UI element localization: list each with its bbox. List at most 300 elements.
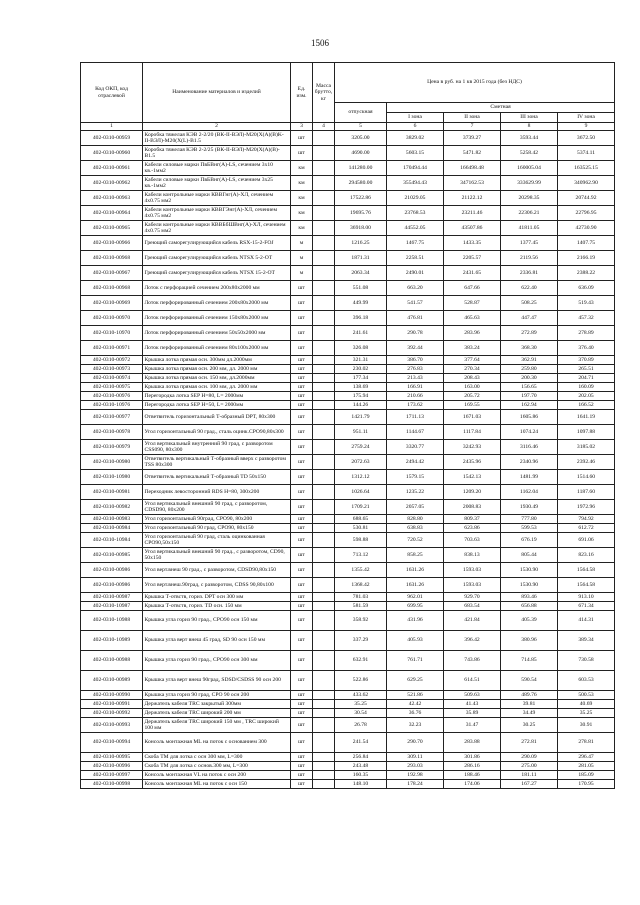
cell-p2: 1144.67 — [387, 425, 444, 440]
cell-code: 402-0310-00964 — [81, 206, 143, 221]
header-zone2: II зона — [444, 113, 501, 123]
cell-mass — [313, 515, 335, 524]
cell-code: 402-0310-10976 — [81, 401, 143, 410]
cell-mass — [313, 131, 335, 146]
cell-p5: 500.53 — [558, 691, 615, 700]
cell-name: Крышка угла гориз 90 град., CPO90 осн 150 мм — [143, 611, 291, 631]
cell-mass — [313, 524, 335, 533]
cell-unit: шт — [291, 700, 313, 709]
cell-name: Консоль монтажная VL на поток с осн 200 — [143, 771, 291, 780]
table-row — [81, 281, 615, 296]
cell-p5: 2166.19 — [558, 251, 615, 266]
table-row — [81, 762, 615, 771]
cell-unit: шт — [291, 356, 313, 365]
column-index: 9 — [558, 123, 615, 131]
cell-code: 402-0310-00992 — [81, 709, 143, 718]
cell-p2: 2057.05 — [387, 500, 444, 515]
column-index: 4 — [313, 123, 335, 131]
cell-p3: 2431.65 — [444, 266, 501, 281]
cell-mass — [313, 733, 335, 753]
cell-p1: 294580.00 — [335, 176, 387, 191]
cell-p2: 23768.53 — [387, 206, 444, 221]
cell-code: 402-0310-00963 — [81, 191, 143, 206]
cell-name: Угол горизонтальный 90 град, сталь оцинкованная CPO90,50х150 — [143, 533, 291, 548]
table-row — [81, 691, 615, 700]
table-row — [81, 500, 615, 515]
cell-name: Консоль монтажная ML на поток с основанием 300 — [143, 733, 291, 753]
cell-p1: 713.12 — [335, 548, 387, 563]
table-row — [81, 524, 615, 533]
cell-p4: 160005.04 — [501, 161, 558, 176]
cell-mass — [313, 146, 335, 161]
cell-p2: 1711.13 — [387, 410, 444, 425]
cell-p3: 208.43 — [444, 374, 501, 383]
cell-p1: 598.88 — [335, 533, 387, 548]
cell-mass — [313, 191, 335, 206]
table-row — [81, 578, 615, 593]
cell-p4: 1481.99 — [501, 470, 558, 485]
cell-p4: 290.09 — [501, 753, 558, 762]
cell-p3: 929.70 — [444, 593, 501, 602]
cell-p2: 32.23 — [387, 718, 444, 733]
cell-p3: 301.86 — [444, 753, 501, 762]
table-row — [81, 515, 615, 524]
cell-mass — [313, 251, 335, 266]
cell-p4: 41811.05 — [501, 221, 558, 236]
cell-p5: 296.47 — [558, 753, 615, 762]
cell-p2: 2494.42 — [387, 455, 444, 470]
cell-name: Крышка угла гориз 90 град, CPO 90 осн 200 — [143, 691, 291, 700]
cell-p1: 1709.21 — [335, 500, 387, 515]
cell-unit: шт — [291, 296, 313, 311]
cell-mass — [313, 281, 335, 296]
cell-code: 402-0310-00989 — [81, 671, 143, 691]
table-row — [81, 311, 615, 326]
cell-name: Лоток с перфорацией сечением 200х80х2000 мм — [143, 281, 291, 296]
cell-p2: 355494.43 — [387, 176, 444, 191]
cell-code: 402-0310-10988 — [81, 611, 143, 631]
cell-p4: 156.65 — [501, 383, 558, 392]
cell-p5: 20744.92 — [558, 191, 615, 206]
cell-p1: 17522.86 — [335, 191, 387, 206]
cell-p5: 278.81 — [558, 733, 615, 753]
cell-code: 402-0310-00974 — [81, 374, 143, 383]
cell-p5: 1097.88 — [558, 425, 615, 440]
cell-p4: 1162.04 — [501, 485, 558, 500]
table-row — [81, 365, 615, 374]
cell-p4: 1530.90 — [501, 578, 558, 593]
table-row — [81, 780, 615, 789]
cell-p4: 197.70 — [501, 392, 558, 401]
cell-name: Крышка угла верт внеш 90град, SDSD/CSDSS 90 осн 200 — [143, 671, 291, 691]
cell-p2: 663.20 — [387, 281, 444, 296]
cell-unit: км — [291, 221, 313, 236]
table-row — [81, 455, 615, 470]
cell-p5: 603.53 — [558, 671, 615, 691]
cell-p2: 213.43 — [387, 374, 444, 383]
cell-name: Угол горизонтальный 90 град., сталь оцинк.CPO90,80х300 — [143, 425, 291, 440]
cell-p1: 35.25 — [335, 700, 387, 709]
cell-p1: 688.65 — [335, 515, 387, 524]
cell-name: Крышка угла верт внеш 45 град, SD 90 осн 150 мм — [143, 631, 291, 651]
cell-p3: 1593.03 — [444, 563, 501, 578]
cell-name: Ответвитель вертикальный Т-образный TD 50х150 — [143, 470, 291, 485]
cell-p5: 3672.50 — [558, 131, 615, 146]
cell-p3: 43507.86 — [444, 221, 501, 236]
column-index-row — [81, 123, 615, 131]
cell-p1: 138.69 — [335, 383, 387, 392]
table-row — [81, 671, 615, 691]
cell-p1: 2759.24 — [335, 440, 387, 455]
cell-p5: 691.06 — [558, 533, 615, 548]
cell-p3: 23211.46 — [444, 206, 501, 221]
cell-unit: шт — [291, 578, 313, 593]
cell-code: 402-0310-10980 — [81, 470, 143, 485]
cell-p2: 276.83 — [387, 365, 444, 374]
cell-mass — [313, 485, 335, 500]
cell-p2: 178.24 — [387, 780, 444, 789]
header-zone4: IV зона — [558, 113, 615, 123]
cell-p4: 368.30 — [501, 341, 558, 356]
cell-name: Угол верт.внеш 90 град., с разворотом, CDSD90,80х150 — [143, 563, 291, 578]
table-row — [81, 131, 615, 146]
cell-p1: 144.26 — [335, 401, 387, 410]
cell-mass — [313, 341, 335, 356]
cell-p5: 389.34 — [558, 631, 615, 651]
cell-unit: шт — [291, 533, 313, 548]
cell-p1: 1421.79 — [335, 410, 387, 425]
cell-p5: 42730.90 — [558, 221, 615, 236]
table-row — [81, 440, 615, 455]
cell-mass — [313, 602, 335, 611]
cell-name: Ответвитель вертикальный Т-образный вверх с разворотом TSS 80х300 — [143, 455, 291, 470]
cell-p4: 3116.46 — [501, 440, 558, 455]
cell-unit: шт — [291, 311, 313, 326]
table-row — [81, 296, 615, 311]
cell-unit: шт — [291, 563, 313, 578]
cell-p1: 551.08 — [335, 281, 387, 296]
cell-p4: 656.88 — [501, 602, 558, 611]
cell-p5: 163525.15 — [558, 161, 615, 176]
cell-p5: 5374.11 — [558, 146, 615, 161]
column-index: 3 — [291, 123, 313, 131]
cell-mass — [313, 780, 335, 789]
cell-unit: м — [291, 266, 313, 281]
cell-p1: 1026.64 — [335, 485, 387, 500]
cell-p3: 283.88 — [444, 733, 501, 753]
cell-name: Греющий саморегулирующийся кабель NTSX 15-2-OT — [143, 266, 291, 281]
cell-p4: 333629.99 — [501, 176, 558, 191]
cell-name: Кабели силовые марки ПвБВнг(А)-LS, сечением 3х25 кв.-1мм2 — [143, 176, 291, 191]
cell-mass — [313, 762, 335, 771]
cell-p4: 34.49 — [501, 709, 558, 718]
cell-p2: 192.98 — [387, 771, 444, 780]
cell-code: 402-0310-00993 — [81, 718, 143, 733]
cell-p1: 36918.00 — [335, 221, 387, 236]
cell-mass — [313, 221, 335, 236]
cell-name: Лоток перфорированный сечением 80х100х2000 мм — [143, 341, 291, 356]
header-name: Наименование материалов и изделий — [143, 63, 291, 123]
cell-unit: шт — [291, 733, 313, 753]
cell-code: 402-0310-00985 — [81, 548, 143, 563]
header-zone3: III зона — [501, 113, 558, 123]
cell-p5: 519.43 — [558, 296, 615, 311]
cell-name: Коробка тяжелая КЭВ 2-2/20 (ВК-II-ВЭЛ)-M20(X(A)(B)K-II-ВЭЛ)-M20(X(L)-B1.5 — [143, 131, 291, 146]
cell-p3: 205.72 — [444, 392, 501, 401]
cell-p2: 290.70 — [387, 733, 444, 753]
cell-p1: 2063.34 — [335, 266, 387, 281]
cell-p3: 286.16 — [444, 762, 501, 771]
table-row — [81, 718, 615, 733]
cell-mass — [313, 374, 335, 383]
cell-unit: шт — [291, 602, 313, 611]
cell-mass — [313, 691, 335, 700]
cell-mass — [313, 718, 335, 733]
cell-p4: 714.85 — [501, 651, 558, 671]
cell-p1: 1871.31 — [335, 251, 387, 266]
cell-mass — [313, 365, 335, 374]
table-row — [81, 161, 615, 176]
cell-name: Крышка лотка прямая осн. 300мм дл.2000мм — [143, 356, 291, 365]
cell-p4: 893.46 — [501, 593, 558, 602]
cell-mass — [313, 671, 335, 691]
table-row — [81, 410, 615, 425]
cell-name: Лоток перфорированный сечением 50х50х2000 мм — [143, 326, 291, 341]
cell-p1: 26.78 — [335, 718, 387, 733]
cell-name: Угол вертикальный внешний 90 град, с разворотом, CDSD90, 80х200 — [143, 500, 291, 515]
cell-p3: 2008.83 — [444, 500, 501, 515]
cell-p2: 166.91 — [387, 383, 444, 392]
cell-p5: 823.16 — [558, 548, 615, 563]
cell-name: Угол верт.внеш.90град, с разворотом, CDSS 90,80х100 — [143, 578, 291, 593]
cell-p3: 383.24 — [444, 341, 501, 356]
cell-mass — [313, 651, 335, 671]
cell-p1: 30.54 — [335, 709, 387, 718]
cell-p4: 805.44 — [501, 548, 558, 563]
cell-p2: 36.76 — [387, 709, 444, 718]
cell-code: 402-0310-00967 — [81, 266, 143, 281]
header-code: Код ОКП, код отраслевой — [81, 63, 143, 123]
cell-p1: 632.91 — [335, 651, 387, 671]
cell-code: 402-0310-00984 — [81, 524, 143, 533]
cell-name: Угол горизонтальный 90град, CPO90, 80х200 — [143, 515, 291, 524]
table-row — [81, 221, 615, 236]
cell-p5: 30.91 — [558, 718, 615, 733]
cell-name: Крышка лотка прямая осн. 100 мм, дл. 2000 мм — [143, 383, 291, 392]
cell-p1: 3205.00 — [335, 131, 387, 146]
cell-name: Держатель кабеля TRC широкий 200 мм — [143, 709, 291, 718]
cell-p3: 1593.03 — [444, 578, 501, 593]
table-row — [81, 374, 615, 383]
cell-p4: 200.30 — [501, 374, 558, 383]
cell-name: Скоба TM для лотка с основ.300 мм, L=300 — [143, 762, 291, 771]
table-row — [81, 631, 615, 651]
cell-p4: 599.53 — [501, 524, 558, 533]
cell-name: Кабели контрольные марки КВВГнг(А)-ХЛ, сечением 4х0.75 мм2 — [143, 191, 291, 206]
cell-mass — [313, 356, 335, 365]
cell-p4: 777.80 — [501, 515, 558, 524]
cell-p2: 170494.44 — [387, 161, 444, 176]
cell-unit: шт — [291, 392, 313, 401]
cell-code: 402-0310-00996 — [81, 762, 143, 771]
table-row — [81, 771, 615, 780]
cell-unit: м — [291, 251, 313, 266]
table-row — [81, 392, 615, 401]
cell-name: Угол вертикальный внутренний 90 град, с разворотом CSS090, 80х300 — [143, 440, 291, 455]
cell-p5: 612.72 — [558, 524, 615, 533]
cell-p2: 405.93 — [387, 631, 444, 651]
cell-p5: 281.05 — [558, 762, 615, 771]
cell-unit: шт — [291, 524, 313, 533]
cell-p4: 447.47 — [501, 311, 558, 326]
cell-p3: 174.06 — [444, 780, 501, 789]
cell-p3: 2435.96 — [444, 455, 501, 470]
cell-p1: 358.92 — [335, 611, 387, 631]
table-row — [81, 709, 615, 718]
cell-p2: 720.52 — [387, 533, 444, 548]
cell-code: 402-0310-00991 — [81, 700, 143, 709]
cell-p4: 622.40 — [501, 281, 558, 296]
cell-p2: 858.25 — [387, 548, 444, 563]
cell-unit: шт — [291, 691, 313, 700]
cell-code: 402-0310-00965 — [81, 221, 143, 236]
cell-p4: 1530.90 — [501, 563, 558, 578]
header-zone1: I зона — [387, 113, 444, 123]
cell-p3: 809.37 — [444, 515, 501, 524]
header-mass: Масса брутто, кг — [313, 63, 335, 123]
cell-code: 402-0310-10989 — [81, 631, 143, 651]
cell-mass — [313, 533, 335, 548]
cell-p2: 476.81 — [387, 311, 444, 326]
cell-p3: 421.84 — [444, 611, 501, 631]
cell-unit: шт — [291, 762, 313, 771]
column-index: 2 — [143, 123, 291, 131]
cell-p4: 181.11 — [501, 771, 558, 780]
cell-p2: 21029.05 — [387, 191, 444, 206]
cell-p5: 1514.60 — [558, 470, 615, 485]
cell-unit: шт — [291, 718, 313, 733]
cell-p2: 828.80 — [387, 515, 444, 524]
cell-mass — [313, 753, 335, 762]
cell-name: Кабели контрольные марки КВВГЭнг(А)-ХЛ, сечением 4х0.75 мм2 — [143, 206, 291, 221]
cell-p3: 396.42 — [444, 631, 501, 651]
cell-code: 402-0310-00972 — [81, 356, 143, 365]
cell-mass — [313, 700, 335, 709]
cell-p2: 293.03 — [387, 762, 444, 771]
cell-mass — [313, 266, 335, 281]
cell-p3: 21122.12 — [444, 191, 501, 206]
cell-name: Ответвитель горизонтальный Т-образный DPT, 80х300 — [143, 410, 291, 425]
header-release: отпускная — [335, 103, 387, 123]
cell-p3: 1209.20 — [444, 485, 501, 500]
cell-p4: 162.94 — [501, 401, 558, 410]
cell-unit: шт — [291, 365, 313, 374]
cell-p1: 530.81 — [335, 524, 387, 533]
table-row — [81, 602, 615, 611]
cell-p1: 2072.63 — [335, 455, 387, 470]
cell-mass — [313, 410, 335, 425]
cell-name: Переходник левосторонний RDS H=80, 300х200 — [143, 485, 291, 500]
cell-code: 402-0310-00961 — [81, 161, 143, 176]
cell-p1: 326.08 — [335, 341, 387, 356]
cell-name: Греющий саморегулирующийся кабель NTSX 5-2-OT — [143, 251, 291, 266]
cell-p4: 2336.81 — [501, 266, 558, 281]
cell-name: Угол вертикальный внешний 90 град., с разворотом, CD90, 50х150 — [143, 548, 291, 563]
cell-p5: 1407.75 — [558, 236, 615, 251]
table-row — [81, 401, 615, 410]
cell-p3: 528.87 — [444, 296, 501, 311]
table-row — [81, 700, 615, 709]
cell-mass — [313, 593, 335, 602]
cell-mass — [313, 311, 335, 326]
cell-p3: 169.55 — [444, 401, 501, 410]
cell-p1: 1368.42 — [335, 578, 387, 593]
cell-p1: 141280.00 — [335, 161, 387, 176]
cell-p3: 377.64 — [444, 356, 501, 365]
table-row — [81, 341, 615, 356]
cell-code: 402-0310-00968 — [81, 281, 143, 296]
cell-p2: 386.70 — [387, 356, 444, 365]
cell-mass — [313, 440, 335, 455]
cell-p5: 1187.60 — [558, 485, 615, 500]
cell-p3: 509.63 — [444, 691, 501, 700]
cell-unit: шт — [291, 500, 313, 515]
cell-unit: шт — [291, 671, 313, 691]
cell-code: 402-0310-00990 — [81, 691, 143, 700]
price-table — [80, 62, 615, 789]
cell-p5: 2388.22 — [558, 266, 615, 281]
cell-p4: 5258.42 — [501, 146, 558, 161]
cell-unit: шт — [291, 131, 313, 146]
cell-mass — [313, 392, 335, 401]
page-number: 1506 — [311, 38, 329, 48]
cell-code: 402-0310-00980 — [81, 455, 143, 470]
cell-p1: 160.35 — [335, 771, 387, 780]
cell-code: 402-0310-00983 — [81, 515, 143, 524]
cell-p4: 508.25 — [501, 296, 558, 311]
cell-p2: 3320.77 — [387, 440, 444, 455]
cell-code: 402-0310-00966 — [81, 236, 143, 251]
cell-unit: шт — [291, 593, 313, 602]
cell-p1: 581.59 — [335, 602, 387, 611]
cell-p2: 173.62 — [387, 401, 444, 410]
column-index: 7 — [444, 123, 501, 131]
cell-p5: 730.58 — [558, 651, 615, 671]
table-row — [81, 485, 615, 500]
cell-unit: шт — [291, 548, 313, 563]
cell-p2: 1631.26 — [387, 578, 444, 593]
cell-code: 402-0310-00973 — [81, 365, 143, 374]
table-row — [81, 191, 615, 206]
cell-name: Крышка Т-отвств, гориз. TD осн. 150 мм — [143, 602, 291, 611]
cell-code: 402-0310-00986 — [81, 563, 143, 578]
table-row — [81, 593, 615, 602]
cell-p2: 541.57 — [387, 296, 444, 311]
cell-p3: 465.63 — [444, 311, 501, 326]
cell-code: 402-0310-00982 — [81, 500, 143, 515]
cell-p2: 210.66 — [387, 392, 444, 401]
cell-p3: 35.89 — [444, 709, 501, 718]
cell-p2: 761.71 — [387, 651, 444, 671]
cell-p5: 170.95 — [558, 780, 615, 789]
cell-p1: 433.62 — [335, 691, 387, 700]
cell-name: Крышка Т-отвств, гориз. DPT осн 300 мм — [143, 593, 291, 602]
cell-mass — [313, 548, 335, 563]
table-row — [81, 533, 615, 548]
cell-mass — [313, 455, 335, 470]
header-unit: Ед. изм. — [291, 63, 313, 123]
cell-p5: 370.89 — [558, 356, 615, 365]
